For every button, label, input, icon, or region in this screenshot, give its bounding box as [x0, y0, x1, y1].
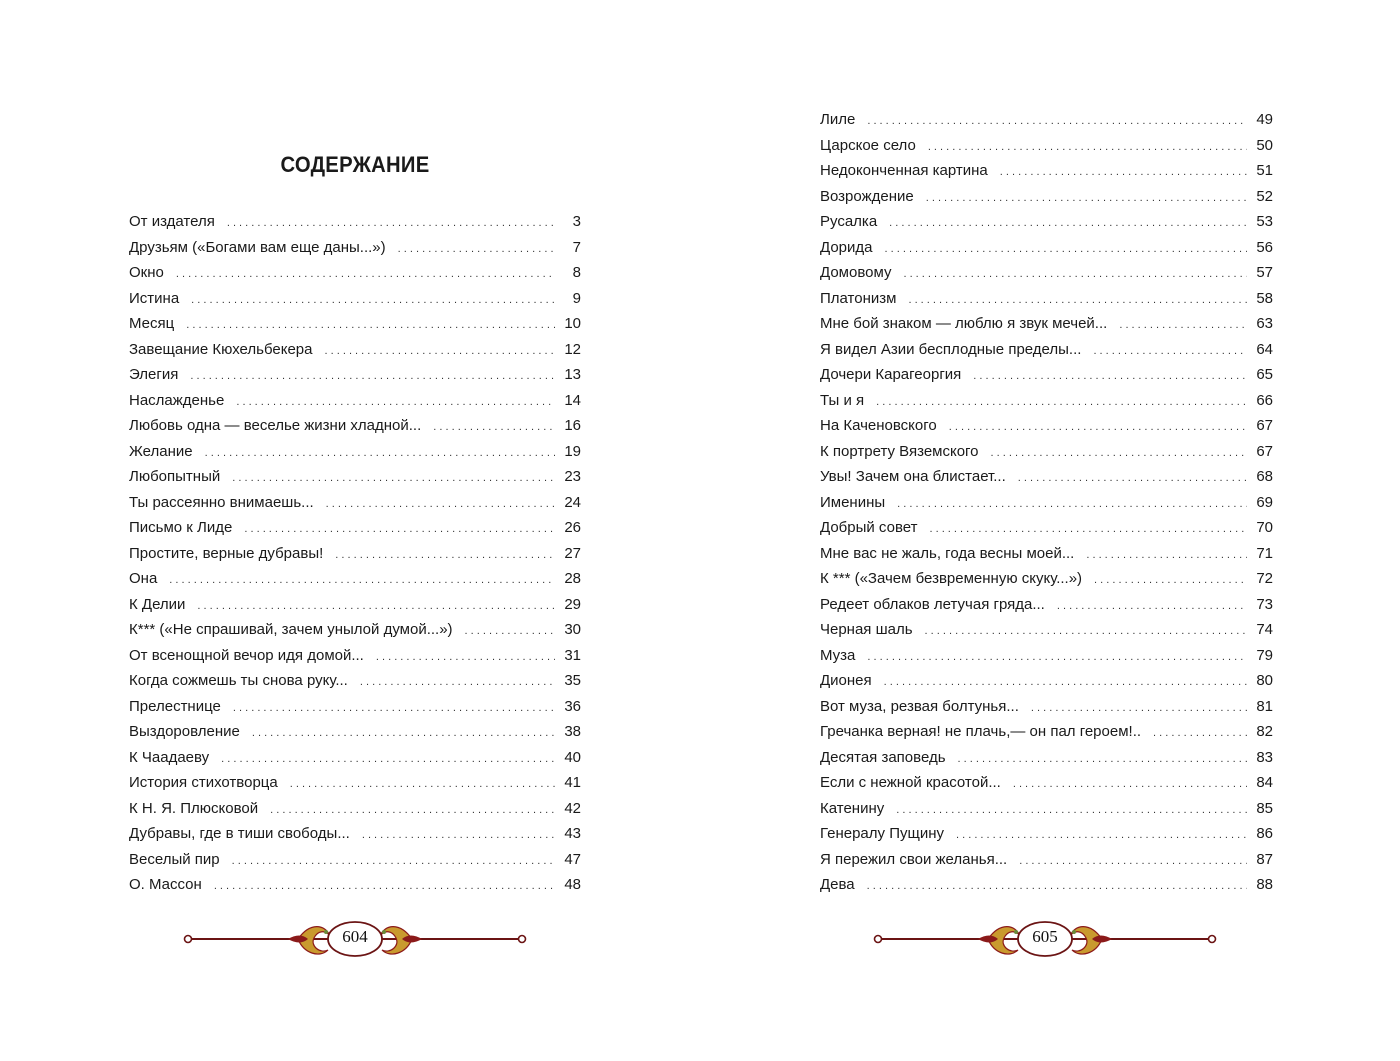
toc-entry: [820, 133, 1273, 159]
toc-entry: [129, 847, 581, 873]
dot-leader: [221, 747, 555, 773]
toc-entry: [129, 209, 581, 235]
entry-page-number: 87: [1256, 850, 1273, 868]
entry-title: Катенину: [820, 799, 885, 817]
dot-leader: [973, 364, 1247, 390]
dot-leader: [290, 772, 555, 798]
dot-leader: [197, 594, 555, 620]
entry-title: Лиле: [820, 111, 856, 128]
entry-title: Именины: [820, 493, 886, 511]
toc-entry: [129, 464, 581, 490]
entry-title: От издателя: [129, 213, 215, 230]
entry-page-number: 71: [1256, 544, 1273, 562]
entry-page-number: 28: [564, 570, 581, 587]
toc-entry: [129, 337, 581, 363]
toc-entry: [820, 337, 1273, 363]
entry-page-number: 73: [1256, 595, 1273, 613]
entry-page-number: 7: [572, 238, 581, 256]
right-page: [700, 0, 1400, 1061]
toc-entry: [129, 796, 581, 822]
entry-page-number: 52: [1256, 187, 1273, 205]
dot-leader: [897, 492, 1247, 518]
entry-title: История стихотворца: [129, 774, 278, 791]
entry-page-number: 19: [564, 442, 581, 460]
entry-title: От всенощной вечор идя домой...: [129, 646, 364, 664]
toc-entry: [820, 184, 1273, 210]
entry-title: Окно: [129, 264, 164, 281]
entry-title: К *** («Зачем безвременную скуку...»): [820, 570, 1083, 587]
entry-title: Истина: [129, 289, 180, 307]
entry-page-number: 66: [1256, 391, 1273, 409]
entry-page-number: 72: [1256, 570, 1273, 587]
entry-title: Добрый совет: [820, 519, 918, 536]
entry-title: Наслажденье: [129, 391, 225, 409]
entry-title: Выздоровление: [129, 723, 240, 740]
entry-title: Друзьям («Богами вам еще даны...»): [129, 238, 386, 256]
toc-entry: [129, 362, 581, 388]
toc-list-right: [820, 107, 1273, 898]
toc-entry: [129, 872, 581, 898]
dot-leader: [884, 670, 1247, 696]
toc-entry: [820, 286, 1273, 312]
dot-leader: [1153, 721, 1247, 747]
toc-entry: [820, 745, 1273, 771]
dot-leader: [867, 874, 1247, 900]
entry-title: О. Массон: [129, 876, 202, 893]
entry-title: Месяц: [129, 315, 175, 332]
entry-title: Дубравы, где в тиши свободы...: [129, 825, 350, 842]
dot-leader: [925, 619, 1247, 645]
dot-leader: [398, 237, 555, 263]
dot-leader: [360, 670, 555, 696]
toc-entry: [129, 260, 581, 286]
toc-entry: [129, 643, 581, 669]
entry-title: Элегия: [129, 366, 179, 383]
toc-entry: [129, 311, 581, 337]
toc-entry: [129, 490, 581, 516]
entry-page-number: 84: [1256, 774, 1273, 791]
entry-page-number: 51: [1256, 162, 1273, 179]
entry-page-number: 85: [1256, 799, 1273, 817]
dot-leader: [1018, 466, 1247, 492]
dot-leader: [928, 135, 1247, 161]
dot-leader: [326, 492, 555, 518]
dot-leader: [1019, 849, 1247, 875]
entry-title: Она: [129, 570, 158, 587]
dot-leader: [1057, 594, 1247, 620]
entry-page-number: 65: [1256, 366, 1273, 383]
entry-page-number: 43: [564, 825, 581, 842]
entry-page-number: 42: [564, 799, 581, 817]
entry-page-number: 23: [564, 468, 581, 485]
dot-leader: [991, 441, 1247, 467]
entry-title: К портрету Вяземского: [820, 442, 979, 460]
entry-page-number: 50: [1256, 136, 1273, 154]
entry-title: Если с нежной красотой...: [820, 774, 1001, 791]
toc-entry: [129, 719, 581, 745]
dot-leader: [889, 211, 1247, 237]
dot-leader: [1013, 772, 1247, 798]
entry-page-number: 8: [572, 264, 581, 281]
entry-page-number: 10: [564, 315, 581, 332]
toc-entry: [820, 464, 1273, 490]
dot-leader: [1094, 568, 1247, 594]
entry-title: Ты и я: [820, 391, 865, 409]
dot-leader: [876, 390, 1247, 416]
entry-page-number: 68: [1256, 468, 1273, 485]
dot-leader: [867, 645, 1247, 671]
entry-title: Ты рассеянно внимаешь...: [129, 493, 314, 511]
toc-entry: [129, 617, 581, 643]
entry-page-number: 40: [564, 748, 581, 766]
entry-title: Мне вас не жаль, года весны моей...: [820, 544, 1075, 562]
entry-title: Я видел Азии бесплодные пределы...: [820, 340, 1082, 358]
entry-title: Генералу Пущину: [820, 825, 944, 842]
entry-page-number: 80: [1256, 672, 1273, 689]
toc-entry: [820, 235, 1273, 261]
entry-page-number: 53: [1256, 213, 1273, 230]
dot-leader: [325, 339, 556, 365]
toc-entry: [820, 770, 1273, 796]
dot-leader: [244, 517, 555, 543]
dot-leader: [465, 619, 555, 645]
dot-leader: [903, 262, 1247, 288]
dot-leader: [376, 645, 555, 671]
entry-page-number: 58: [1256, 289, 1273, 307]
toc-entry: [129, 413, 581, 439]
entry-title: Дионея: [820, 672, 872, 689]
entry-page-number: 49: [1256, 111, 1273, 128]
entry-page-number: 26: [564, 519, 581, 536]
entry-title: Царское село: [820, 136, 916, 154]
entry-title: Любовь одна — веселье жизни хладной...: [129, 417, 422, 434]
dot-leader: [1031, 696, 1247, 722]
entry-page-number: 63: [1256, 315, 1273, 332]
toc-entry: [820, 158, 1273, 184]
entry-title: Письмо к Лиде: [129, 519, 233, 536]
toc-entry: [820, 566, 1273, 592]
entry-title: К Н. Я. Плюсковой: [129, 799, 259, 817]
toc-entry: [820, 362, 1273, 388]
entry-title: Дочери Карагеоргия: [820, 366, 962, 383]
toc-entry: [820, 311, 1273, 337]
toc-entry: [129, 592, 581, 618]
entry-page-number: 74: [1256, 621, 1273, 638]
entry-page-number: 86: [1256, 825, 1273, 842]
toc-entry: [820, 821, 1273, 847]
entry-page-number: 48: [564, 876, 581, 893]
entry-page-number: 67: [1256, 417, 1273, 434]
entry-page-number: 41: [564, 774, 581, 791]
dot-leader: [252, 721, 555, 747]
entry-title: Возрождение: [820, 187, 914, 205]
entry-page-number: 12: [564, 340, 581, 358]
dot-leader: [186, 313, 555, 339]
toc-entry: [820, 107, 1273, 133]
toc-entry: [129, 694, 581, 720]
entry-page-number: 30: [564, 621, 581, 638]
dot-leader: [1119, 313, 1247, 339]
entry-page-number: 56: [1256, 238, 1273, 256]
dot-leader: [227, 211, 555, 237]
toc-entry: [129, 668, 581, 694]
entry-page-number: 29: [564, 595, 581, 613]
page-number-ornament: [180, 914, 530, 964]
dot-leader: [433, 415, 555, 441]
toc-entry: [820, 643, 1273, 669]
entry-title: Муза: [820, 646, 856, 664]
toc-entry: [820, 847, 1273, 873]
dot-leader: [926, 186, 1247, 212]
entry-title: Завещание Кюхельбекера: [129, 340, 313, 358]
dot-leader: [896, 798, 1247, 824]
dot-leader: [1086, 543, 1247, 569]
entry-page-number: 31: [564, 646, 581, 664]
entry-page-number: 9: [572, 289, 581, 307]
entry-page-number: 83: [1256, 748, 1273, 766]
entry-page-number: 70: [1256, 519, 1273, 536]
entry-title: Недоконченная картина: [820, 162, 988, 179]
toc-entry: [129, 745, 581, 771]
entry-page-number: 47: [564, 850, 581, 868]
toc-entry: [129, 770, 581, 796]
entry-page-number: 16: [564, 417, 581, 434]
toc-entry: [820, 490, 1273, 516]
dot-leader: [270, 798, 555, 824]
toc-entry: [820, 413, 1273, 439]
entry-title: Десятая заповедь: [820, 748, 946, 766]
toc-entry: [129, 388, 581, 414]
toc-entry: [820, 694, 1273, 720]
entry-title: К*** («Не спрашивай, зачем унылой думой...»): [129, 621, 453, 638]
dot-leader: [958, 747, 1247, 773]
entry-title: Русалка: [820, 213, 878, 230]
dot-leader: [236, 390, 555, 416]
toc-entry: [820, 592, 1273, 618]
entry-title: Увы! Зачем она блистает...: [820, 468, 1006, 485]
entry-title: На Каченовского: [820, 417, 937, 434]
toc-entry: [820, 515, 1273, 541]
entry-page-number: 13: [564, 366, 581, 383]
toc-entry: [129, 566, 581, 592]
toc-entry: [129, 439, 581, 465]
dot-leader: [205, 441, 555, 467]
page-number: 604: [342, 927, 368, 946]
dot-leader: [232, 466, 555, 492]
dot-leader: [867, 109, 1247, 135]
entry-page-number: 69: [1256, 493, 1273, 511]
entry-page-number: 81: [1256, 697, 1273, 715]
entry-title: Вот муза, резвая болтунья...: [820, 697, 1019, 715]
page-number: 605: [1032, 927, 1058, 946]
contents-heading: СОДЕРЖАНИЕ: [280, 152, 430, 177]
entry-page-number: 36: [564, 697, 581, 715]
entry-title: Черная шаль: [820, 621, 913, 638]
toc-entry: [820, 541, 1273, 567]
dot-leader: [190, 364, 555, 390]
dot-leader: [176, 262, 555, 288]
entry-title: Веселый пир: [129, 850, 220, 868]
entry-title: Я пережил свои желанья...: [820, 850, 1008, 868]
entry-page-number: 3: [572, 213, 581, 230]
dot-leader: [929, 517, 1247, 543]
entry-title: Платонизм: [820, 289, 897, 307]
entry-title: Мне бой знаком — люблю я звук мечей...: [820, 315, 1108, 332]
entry-page-number: 14: [564, 391, 581, 409]
entry-title: Дорида: [820, 238, 873, 256]
dot-leader: [908, 288, 1247, 314]
entry-page-number: 27: [564, 544, 581, 562]
entry-page-number: 88: [1256, 876, 1273, 893]
toc-entry: [820, 209, 1273, 235]
dot-leader: [956, 823, 1247, 849]
toc-entry: [820, 796, 1273, 822]
page-number-ornament: [870, 914, 1220, 964]
dot-leader: [233, 696, 555, 722]
entry-title: Желание: [129, 442, 193, 460]
dot-leader: [214, 874, 555, 900]
entry-title: Когда сожмешь ты снова руку...: [129, 672, 348, 689]
entry-page-number: 38: [564, 723, 581, 740]
toc-entry: [129, 541, 581, 567]
toc-entry: [129, 286, 581, 312]
toc-entry: [820, 439, 1273, 465]
dot-leader: [362, 823, 555, 849]
toc-entry: [820, 872, 1273, 898]
entry-page-number: 79: [1256, 646, 1273, 664]
toc-entry: [129, 821, 581, 847]
entry-page-number: 35: [564, 672, 581, 689]
entry-title: Простите, верные дубравы!: [129, 544, 324, 562]
entry-title: Прелестнице: [129, 697, 221, 715]
dot-leader: [885, 237, 1248, 263]
toc-entry: [820, 388, 1273, 414]
toc-entry: [820, 668, 1273, 694]
toc-entry: [820, 260, 1273, 286]
entry-title: К Чаадаеву: [129, 748, 210, 766]
entry-title: К Делии: [129, 595, 186, 613]
entry-title: Гречанка верная! не плачь,— он пал героем!..: [820, 723, 1142, 740]
entry-title: Редеет облаков летучая гряда...: [820, 595, 1045, 613]
entry-title: Любопытный: [129, 468, 221, 485]
dot-leader: [1093, 339, 1247, 365]
toc-entry: [820, 617, 1273, 643]
entry-title: Домовому: [820, 264, 892, 281]
toc-list-left: [129, 209, 581, 898]
toc-entry: [820, 719, 1273, 745]
dot-leader: [949, 415, 1247, 441]
dot-leader: [191, 288, 555, 314]
dot-leader: [335, 543, 555, 569]
entry-title: Дева: [820, 876, 855, 893]
entry-page-number: 64: [1256, 340, 1273, 358]
entry-page-number: 24: [564, 493, 581, 511]
entry-page-number: 67: [1256, 442, 1273, 460]
dot-leader: [1000, 160, 1247, 186]
entry-page-number: 57: [1256, 264, 1273, 281]
dot-leader: [169, 568, 555, 594]
toc-entry: [129, 235, 581, 261]
dot-leader: [232, 849, 555, 875]
toc-entry: [129, 515, 581, 541]
entry-page-number: 82: [1256, 723, 1273, 740]
